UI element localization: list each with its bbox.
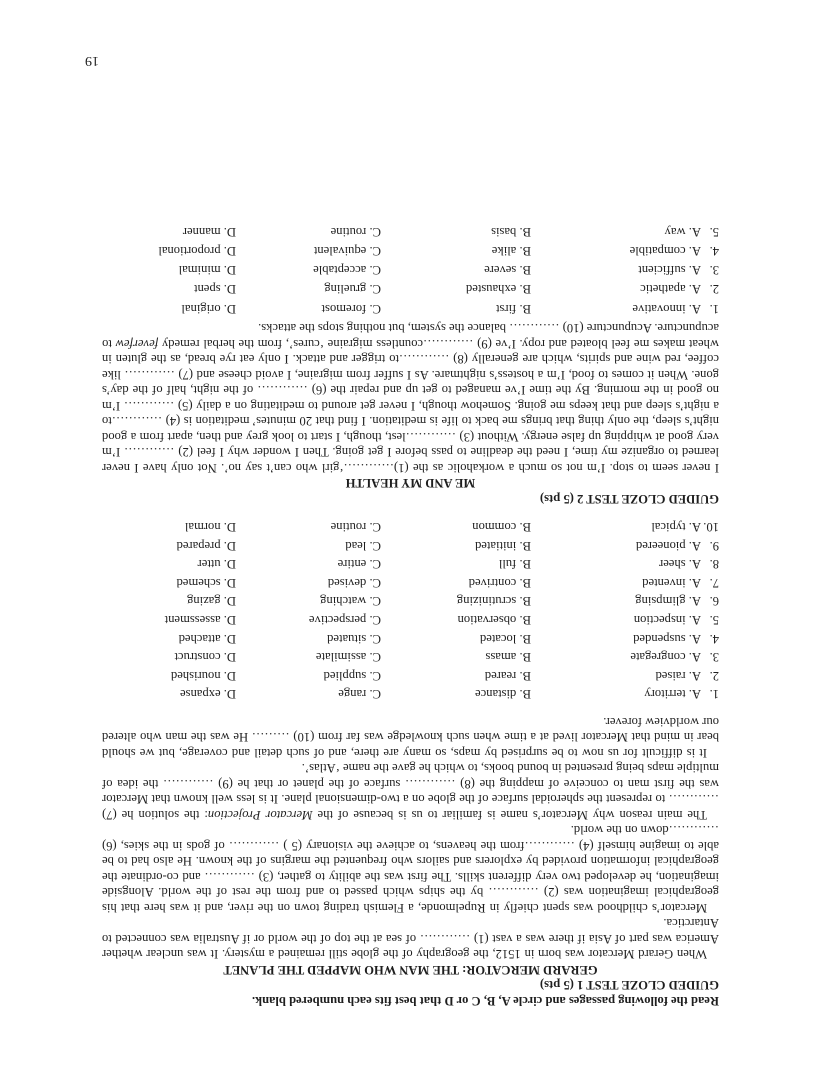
question-number: 7.: [709, 575, 719, 590]
option-c[interactable]: C. acceptable: [313, 263, 381, 278]
option-a[interactable]: A. way: [664, 224, 701, 239]
option-b[interactable]: B. initiated: [475, 538, 531, 553]
test2-paragraph-start: I never seem to stop. I’m not so much a workaholic as the (1)…………‘girl who can’t say no’. Not only have I never learned to organize my time, I need the deadline to pass before I get going. Then I wonder why I feel (2) ………… I’m very good at whipping up false energy. Without (3) …………lest, though, I start to look grey and then, apart from a good night’s sleep, the only thing that brings me back to life is meditation. I find that 20 minutes’ meditation is (4) …………to a night’s sleep and that keeps me going. Somehow though, I never get around to meditating on a daily (5) ………… I’m no good in the morning. By the time I’ve managed to get up and repair the (6) ………… of the night, half of the day’s gone. When it comes to food, I’m a hostess’s nightmare. As I suffer from migraine, I avoid cheese and (7) ………… like coffee, red wine and spirits, which are generally (8) …………to trigger and attack. I only eat rye bread, as the gluten in wheat makes me feel bloated and ropy. I’ve (9) …………countless migraine ‘cures’, from the herbal remedy: [102, 336, 719, 475]
option-a[interactable]: A. territory: [644, 687, 701, 702]
option-a[interactable]: A. sheer: [659, 557, 701, 572]
option-d[interactable]: D. schemed: [176, 575, 236, 590]
option-a[interactable]: A. apathetic: [640, 282, 701, 297]
option-b[interactable]: B. exhausted: [465, 282, 531, 297]
question-number: 6.: [709, 594, 719, 609]
option-b[interactable]: B. severe: [484, 263, 531, 278]
option-row: [102, 519, 719, 538]
option-a[interactable]: A. raised: [655, 668, 701, 683]
option-row: [102, 223, 719, 242]
test1-paragraph-3: [102, 760, 719, 822]
option-row: [102, 556, 719, 575]
option-row: [102, 630, 719, 649]
option-d[interactable]: D. expanse: [180, 687, 236, 702]
option-c[interactable]: C. routine: [330, 224, 381, 239]
option-b[interactable]: B. reared: [484, 668, 531, 683]
option-a[interactable]: A. innovative: [632, 301, 701, 316]
option-a[interactable]: A. sufficient: [638, 263, 701, 278]
option-row: [102, 574, 719, 593]
question-number: 5.: [709, 613, 719, 628]
option-c[interactable]: C. perspective: [308, 613, 381, 628]
option-b[interactable]: B. located: [479, 631, 531, 646]
option-d[interactable]: D. spent: [194, 282, 236, 297]
option-a[interactable]: A. pioneered: [635, 538, 701, 553]
question-number: 3.: [709, 650, 719, 665]
option-a[interactable]: A. congregate: [630, 650, 701, 665]
test1-paragraph-4: It is difficult for us now to be surprised by maps, so many are there, and of such detail and coverage, but we should bear in mind that Mercator lived at a time when such knowledge was far from (10) ……… He was the man who altered our worldview forever.: [102, 715, 719, 760]
test2-title: ME AND MY HEALTH: [345, 476, 476, 491]
option-c[interactable]: C. routine: [330, 520, 381, 535]
option-c[interactable]: C. entire: [337, 557, 381, 572]
test2-paragraph-end: to acupuncture. Acupuncture (10) ………… balance the system, but nothing stops the attacks.: [102, 321, 719, 351]
option-row: [102, 281, 719, 300]
option-a[interactable]: A. compatible: [629, 243, 701, 258]
option-row: [102, 612, 719, 631]
option-d[interactable]: D. nourished: [170, 668, 236, 683]
option-b[interactable]: B. amass: [485, 650, 531, 665]
page-content: [102, 223, 719, 1008]
option-d[interactable]: D. manner: [182, 224, 236, 239]
option-row: [102, 686, 719, 705]
option-d[interactable]: D. construct: [174, 650, 236, 665]
option-d[interactable]: D. attached: [178, 631, 236, 646]
question-number: 4.: [709, 631, 719, 646]
option-a[interactable]: A. suspended: [633, 631, 701, 646]
option-b[interactable]: B. common: [472, 520, 531, 535]
option-d[interactable]: D. original: [181, 301, 236, 316]
question-number: 1.: [709, 301, 719, 316]
question-number: 2.: [709, 282, 719, 297]
option-b[interactable]: B. distance: [475, 687, 531, 702]
option-c[interactable]: C. devised: [327, 575, 381, 590]
option-row: [102, 649, 719, 668]
option-row: [102, 593, 719, 612]
option-b[interactable]: B. scrutinizing: [456, 594, 531, 609]
question-number: 2.: [709, 668, 719, 683]
feverfew-term: feverfew: [115, 336, 159, 351]
option-c[interactable]: C. range: [338, 687, 381, 702]
option-c[interactable]: C. assimilate: [315, 650, 381, 665]
option-row: [102, 300, 719, 319]
question-number: 8.: [709, 557, 719, 572]
question-number: 10.: [703, 520, 719, 535]
option-b[interactable]: B. alike: [491, 243, 531, 258]
option-row: [102, 242, 719, 261]
option-row: [102, 667, 719, 686]
test1-paragraph-2: Mercator’s childhood was spent chiefly in Rupelmonde, a Flemish trading town on the river, and it was here that his geographical imagination was (2) ………… by the ships which passed to and from the rest of the world. Alongside imagination, he developed two very different skills. The first was the ability to gather, (3) ………… and co-ordinate the geographical information provided by explorers and sailors who frequented the margins of the known. He also had to be able to imagine himself (4) …………from the heavens, to achieve the visionary (5 ) ………… of gods in the skies, (6) …………down on the world.: [102, 823, 719, 915]
question-number: 1.: [709, 687, 719, 702]
option-c[interactable]: C. situated: [327, 631, 381, 646]
test1-heading: GUIDED CLOZE TEST 1 (5 pts): [539, 978, 719, 993]
option-row: [102, 537, 719, 556]
test1-title: GERARD MERCATOR: THE MAN WHO MAPPED THE PLANET: [223, 963, 598, 977]
option-d[interactable]: D. assessment: [164, 613, 236, 628]
test2-paragraph: [102, 320, 719, 475]
mercator-projection-term: Mercator Projection: [207, 808, 313, 822]
page-number: 19: [85, 53, 99, 68]
option-a[interactable]: A. invented: [642, 575, 701, 590]
option-d[interactable]: D. proportional: [158, 243, 236, 258]
question-number: 4.: [709, 243, 719, 258]
option-d[interactable]: D. minimal: [178, 263, 236, 278]
option-c[interactable]: C. grueling: [324, 282, 381, 297]
option-d[interactable]: D. utter: [197, 557, 236, 572]
test1-paragraph-1: When Gerard Mercator was born in 1512, the geography of the globe still remained a mystery. It was unclear whether America was part of Asia if there was a vast (1) ………… of sea at the top of the world or if Australia was connected to Antarctica.: [102, 916, 719, 962]
option-d[interactable]: D. gazing: [187, 594, 236, 609]
option-c[interactable]: C. supplied: [323, 668, 381, 683]
option-a[interactable]: A. glimpsing: [635, 594, 701, 609]
option-c[interactable]: C. equivalent: [313, 243, 381, 258]
option-d[interactable]: D. normal: [184, 520, 236, 535]
option-c[interactable]: C. foremost: [321, 301, 381, 316]
option-d[interactable]: D. prepared: [176, 538, 236, 553]
question-number: 9.: [709, 538, 719, 553]
test2-heading: GUIDED CLOZE TEST 2 (5 pts): [539, 491, 719, 506]
option-a[interactable]: A. inspection: [633, 613, 701, 628]
instructions: Read the following passages and circle A, B, C or D that best fits each numbered blank.: [251, 994, 719, 1008]
question-number: 5.: [709, 224, 719, 239]
option-c[interactable]: C. watching: [320, 594, 381, 609]
question-number: 3.: [709, 263, 719, 278]
option-b[interactable]: B. first: [496, 301, 531, 316]
option-c[interactable]: C. lead: [345, 538, 381, 553]
test2-options: [102, 223, 719, 319]
test1-paragraph-3-start: The main reason why Mercator’s name is familiar to us is because of the: [312, 808, 707, 822]
option-b[interactable]: B. full: [498, 557, 531, 572]
option-b[interactable]: B. contrived: [468, 575, 531, 590]
option-b[interactable]: B. observation: [457, 613, 531, 628]
option-a[interactable]: A. typical: [651, 520, 701, 535]
option-row: [102, 262, 719, 281]
option-b[interactable]: B. basis: [491, 224, 531, 239]
test1-options: [102, 519, 719, 705]
test1-paragraph-3-end: : the solution he (7) ………… to represent the spheroidal surface of the globe on a two-dimensional plane. It is less well known that Mercator was the first man to conceive of mapping the (8) ………… surface of the planet or that he (9) ………… the idea of multiple maps being presented in bound books, to which he gave the name ‘Atlas’.: [102, 761, 719, 822]
